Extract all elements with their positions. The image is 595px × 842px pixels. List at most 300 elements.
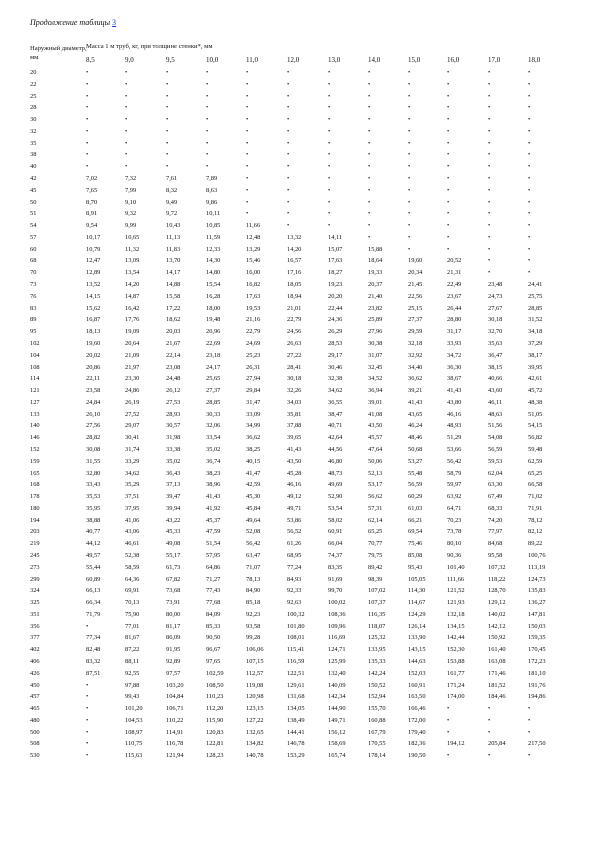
mass-cell: 49,12: [287, 493, 302, 501]
mass-cell: 34,40: [408, 363, 423, 371]
diameter-cell: 45: [30, 186, 37, 194]
mass-cell: 101,20: [125, 705, 143, 713]
mass-cell: 8,32: [166, 186, 178, 194]
table-row: [0, 621, 595, 633]
mass-cell: 69,91: [125, 587, 140, 595]
mass-cell: •: [488, 752, 491, 760]
mass-cell: 13,29: [246, 245, 261, 253]
mass-cell: 53,27: [408, 457, 423, 465]
mass-cell: •: [368, 151, 371, 159]
mass-cell: 51,54: [206, 540, 221, 548]
mass-cell: •: [86, 69, 89, 76]
mass-cell: 17,16: [287, 269, 302, 277]
mass-cell: 18,27: [328, 269, 343, 277]
mass-cell: 129,61: [287, 681, 305, 689]
mass-cell: 28,41: [287, 363, 302, 371]
mass-cell: •: [86, 681, 89, 689]
mass-cell: 77,34: [86, 634, 101, 642]
mass-cell: 87,51: [86, 669, 101, 677]
table-row: [0, 432, 595, 444]
mass-cell: 9,99: [125, 222, 137, 230]
mass-cell: 191,76: [528, 681, 546, 689]
mass-cell: 36,94: [368, 387, 383, 395]
mass-cell: •: [447, 705, 450, 713]
table-row: [0, 303, 595, 315]
mass-cell: 38,47: [328, 410, 343, 418]
mass-cell: •: [528, 198, 531, 206]
mass-cell: 153,29: [287, 752, 305, 760]
mass-cell: 67,49: [488, 493, 503, 501]
mass-cell: 14,88: [166, 281, 181, 289]
mass-cell: 31,17: [447, 328, 462, 336]
mass-cell: 56,42: [246, 540, 261, 548]
mass-cell: 133,95: [368, 646, 386, 654]
mass-cell: 100,32: [287, 610, 305, 618]
mass-cell: •: [488, 716, 491, 724]
mass-cell: 32,18: [408, 339, 423, 347]
mass-cell: •: [287, 92, 290, 100]
mass-cell: 52,08: [246, 528, 261, 536]
mass-cell: 56,59: [488, 445, 503, 453]
mass-cell: 47,64: [368, 445, 383, 453]
mass-cell: 66,58: [528, 481, 543, 489]
table-row: [0, 597, 595, 609]
mass-cell: 103,20: [166, 681, 184, 689]
mass-cell: 13,54: [125, 269, 140, 277]
mass-cell: 161,40: [488, 646, 506, 654]
mass-cell: •: [166, 104, 169, 112]
mass-cell: •: [447, 245, 450, 253]
mass-cell: 131,68: [287, 693, 305, 701]
mass-cell: 55,48: [408, 469, 423, 477]
mass-cell: 65,25: [528, 469, 543, 477]
mass-cell: •: [246, 151, 249, 159]
mass-cell: 20,34: [408, 269, 423, 277]
mass-cell: •: [447, 233, 450, 241]
diameter-cell: 70: [30, 269, 37, 277]
mass-cell: 7,99: [125, 186, 137, 194]
mass-cell: 49,71: [287, 504, 302, 512]
mass-cell: 28,82: [86, 434, 101, 442]
mass-cell: 22,79: [287, 316, 302, 324]
table-row: [0, 562, 595, 574]
diameter-cell: 73: [30, 281, 37, 289]
mass-cell: 19,60: [86, 339, 101, 347]
mass-cell: 48,46: [408, 434, 423, 442]
mass-cell: •: [125, 116, 128, 124]
mass-cell: 25,65: [206, 375, 221, 383]
mass-cell: 64,71: [447, 504, 462, 512]
mass-cell: •: [328, 186, 331, 194]
mass-cell: 160,91: [408, 681, 426, 689]
mass-cell: •: [328, 92, 331, 100]
mass-cell: •: [86, 139, 89, 147]
mass-cell: 24,41: [528, 281, 543, 289]
mass-cell: 32,70: [488, 328, 503, 336]
mass-cell: 109,96: [328, 622, 346, 630]
mass-cell: 25,23: [246, 351, 261, 359]
mass-cell: 31,55: [86, 457, 101, 465]
mass-cell: 16,00: [246, 269, 261, 277]
mass-cell: 150,52: [368, 681, 386, 689]
table-row: [0, 456, 595, 468]
diameter-cell: 50: [30, 198, 37, 206]
diameter-cell: 28: [30, 104, 37, 112]
mass-cell: 86,09: [166, 634, 181, 642]
mass-cell: 30,41: [125, 434, 140, 442]
mass-cell: 124,71: [328, 646, 346, 654]
mass-cell: 56,59: [408, 481, 423, 489]
mass-cell: •: [86, 622, 89, 630]
mass-cell: 152,30: [447, 646, 465, 654]
mass-cell: 27,37: [206, 387, 221, 395]
mass-cell: 26,63: [287, 339, 302, 347]
table-row: [0, 703, 595, 715]
table-row: [0, 197, 595, 209]
mass-cell: 24,84: [86, 398, 101, 406]
mass-cell: 8,70: [86, 198, 98, 206]
mass-cell: 111,66: [447, 575, 465, 583]
mass-cell: 38,23: [206, 469, 221, 477]
mass-cell: •: [447, 92, 450, 100]
mass-cell: 107,37: [368, 599, 386, 607]
mass-cell: •: [447, 716, 450, 724]
mass-cell: 100,76: [528, 551, 546, 559]
table-row: [0, 632, 595, 644]
mass-cell: •: [328, 139, 331, 147]
mass-cell: 67,82: [166, 575, 181, 583]
mass-cell: 69,54: [408, 528, 423, 536]
mass-cell: 108,01: [287, 634, 305, 642]
table-row: [0, 314, 595, 326]
mass-cell: •: [166, 151, 169, 159]
mass-cell: 112,57: [246, 669, 264, 677]
mass-cell: 21,09: [125, 351, 140, 359]
mass-cell: 80,00: [166, 610, 181, 618]
mass-cell: 133,90: [408, 634, 426, 642]
mass-cell: 59,48: [528, 445, 543, 453]
mass-cell: 122,81: [206, 740, 224, 748]
mass-cell: 140,78: [246, 752, 264, 760]
mass-cell: 19,48: [206, 316, 221, 324]
mass-cell: 66,04: [328, 540, 343, 548]
mass-cell: 172,00: [408, 716, 426, 724]
mass-cell: •: [528, 116, 531, 124]
diameter-cell: 51: [30, 210, 37, 218]
mass-cell: 51,05: [528, 410, 543, 418]
mass-cell: •: [528, 92, 531, 100]
mass-cell: 45,84: [246, 504, 261, 512]
mass-cell: 149,71: [328, 716, 346, 724]
mass-cell: •: [368, 222, 371, 230]
mass-cell: 41,06: [125, 516, 140, 524]
diameter-cell: 194: [30, 516, 40, 524]
diameter-cell: 108: [30, 363, 40, 371]
mass-cell: 31,47: [246, 398, 261, 406]
diameter-cell: 402: [30, 646, 40, 654]
mass-cell: 23,58: [86, 387, 101, 395]
mass-cell: 53,17: [368, 481, 383, 489]
table-row: [0, 255, 595, 267]
mass-cell: 21,97: [125, 363, 140, 371]
mass-cell: •: [408, 163, 411, 171]
diameter-cell: 377: [30, 634, 40, 642]
mass-cell: 29,17: [328, 351, 343, 359]
mass-cell: 39,47: [166, 493, 181, 501]
mass-cell: 30,33: [206, 410, 221, 418]
mass-cell: •: [488, 198, 491, 206]
mass-cell: 11,66: [246, 222, 261, 230]
mass-cell: 22,79: [246, 328, 261, 336]
mass-cell: 18,00: [206, 304, 221, 312]
mass-cell: 17,63: [328, 257, 343, 265]
mass-cell: 156,12: [328, 728, 346, 736]
diameter-cell: 165: [30, 469, 40, 477]
mass-cell: 71,07: [246, 563, 261, 571]
mass-cell: 50,06: [368, 457, 383, 465]
mass-cell: 106,06: [246, 646, 264, 654]
mass-cell: 65,25: [368, 528, 383, 536]
mass-cell: •: [206, 163, 209, 171]
mass-cell: •: [166, 127, 169, 135]
mass-cell: 53,54: [328, 504, 343, 512]
mass-cell: 20,37: [368, 281, 383, 289]
mass-cell: 33,93: [447, 339, 462, 347]
mass-cell: •: [287, 186, 290, 194]
mass-cell: 12,89: [86, 269, 101, 277]
mass-cell: 7,65: [86, 186, 98, 194]
mass-cell: 40,15: [246, 457, 261, 465]
mass-cell: •: [86, 163, 89, 171]
mass-cell: •: [528, 151, 531, 159]
mass-cell: 81,67: [125, 634, 140, 642]
mass-cell: 11,13: [166, 233, 181, 241]
mass-cell: 16,82: [246, 281, 261, 289]
mass-cell: •: [246, 104, 249, 112]
mass-cell: 105,05: [408, 575, 426, 583]
mass-cell: •: [86, 716, 89, 724]
mass-cell: 160,88: [368, 716, 386, 724]
mass-cell: •: [287, 80, 290, 88]
mass-cell: •: [447, 198, 450, 206]
mass-cell: 23,67: [447, 292, 462, 300]
mass-cell: 85,18: [246, 599, 261, 607]
mass-cell: 53,66: [447, 445, 462, 453]
mass-cell: 104,53: [125, 716, 143, 724]
mass-cell: 95,58: [488, 551, 503, 559]
mass-cell: •: [488, 233, 491, 241]
mass-cell: 62,14: [368, 516, 383, 524]
mass-cell: 34,52: [368, 375, 383, 383]
mass-cell: 22,69: [206, 339, 221, 347]
mass-cell: 73,91: [166, 599, 181, 607]
mass-cell: •: [125, 92, 128, 100]
mass-cell: •: [86, 104, 89, 112]
mass-cell: 54,15: [528, 422, 543, 430]
mass-cell: 49,08: [166, 540, 181, 548]
mass-cell: 108,50: [206, 681, 224, 689]
mass-cell: •: [287, 151, 290, 159]
table-caption: [30, 18, 116, 27]
diameter-cell: 57: [30, 233, 37, 241]
mass-cell: •: [246, 69, 249, 76]
mass-cell: 14,30: [206, 257, 221, 265]
mass-cell: 89,42: [368, 563, 383, 571]
mass-cell: 41,43: [447, 387, 462, 395]
mass-cell: 124,29: [408, 610, 426, 618]
mass-cell: 129,12: [488, 599, 506, 607]
mass-cell: 96,67: [206, 646, 221, 654]
thickness-col-header: 18,0: [528, 56, 541, 64]
mass-cell: 16,57: [287, 257, 302, 265]
mass-cell: 50,68: [408, 445, 423, 453]
diameter-cell: 450: [30, 681, 40, 689]
mass-cell: 8,91: [86, 210, 98, 218]
diameter-cell: 146: [30, 434, 40, 442]
mass-cell: 9,54: [86, 222, 98, 230]
diameter-cell: 324: [30, 587, 40, 595]
mass-cell: •: [488, 69, 491, 76]
table-row: [0, 644, 595, 656]
table-row: [0, 362, 595, 374]
diameter-cell: 406: [30, 658, 40, 665]
mass-cell: 12,47: [86, 257, 101, 265]
mass-cell: 158,69: [328, 740, 346, 748]
diameter-cell: 457: [30, 693, 40, 701]
mass-cell: 9,10: [125, 198, 137, 206]
mass-cell: •: [408, 210, 411, 218]
mass-cell: 20,64: [125, 339, 140, 347]
mass-cell: 24,48: [166, 375, 181, 383]
mass-cell: •: [447, 116, 450, 124]
mass-cell: •: [408, 151, 411, 159]
mass-cell: 68,33: [488, 504, 503, 512]
mass-cell: •: [488, 104, 491, 112]
table-row: [0, 138, 595, 150]
mass-cell: 51,56: [488, 422, 503, 430]
table-row: [0, 491, 595, 503]
mass-cell: •: [408, 245, 411, 253]
mass-cell: 134,82: [246, 740, 264, 748]
diameter-cell: 38: [30, 151, 37, 159]
mass-cell: 82,12: [528, 528, 543, 536]
mass-cell: 28,80: [447, 316, 462, 324]
mass-cell: 77,24: [287, 563, 302, 571]
table-row: [0, 691, 595, 703]
mass-cell: 110,22: [166, 716, 184, 724]
diameter-cell: 40: [30, 163, 37, 171]
mass-cell: 36,30: [447, 363, 462, 371]
mass-cell: •: [488, 80, 491, 88]
mass-cell: 31,52: [528, 316, 543, 324]
mass-cell: 56,62: [368, 493, 383, 501]
mass-cell: 150,92: [488, 634, 506, 642]
mass-cell: 10,85: [206, 222, 221, 230]
table-row: [0, 738, 595, 750]
mass-cell: •: [488, 245, 491, 253]
mass-cell: 90,36: [447, 551, 462, 559]
table-link[interactable]: 3: [112, 18, 117, 27]
mass-cell: 39,95: [528, 363, 543, 371]
mass-cell: •: [206, 151, 209, 159]
mass-cell: 48,73: [328, 469, 343, 477]
mass-cell: 122,51: [287, 669, 305, 677]
mass-cell: 20,03: [166, 328, 181, 336]
mass-cell: •: [408, 222, 411, 230]
thickness-col-header: 14,0: [368, 56, 381, 64]
mass-cell: •: [408, 233, 411, 241]
table-row: [0, 149, 595, 161]
mass-cell: 14,20: [125, 281, 140, 289]
mass-cell: 14,11: [328, 233, 343, 241]
table-row: [0, 350, 595, 362]
mass-cell: 121,93: [447, 599, 465, 607]
mass-cell: 166,46: [408, 705, 426, 713]
mass-cell: •: [408, 198, 411, 206]
mass-cell: 18,62: [166, 316, 181, 324]
table-row: [0, 208, 595, 220]
mass-cell: 38,17: [528, 351, 543, 359]
mass-cell: 62,59: [528, 457, 543, 465]
thickness-col-header: 10,0: [206, 56, 219, 64]
mass-cell: 36,74: [206, 457, 221, 465]
mass-cell: •: [447, 210, 450, 218]
mass-cell: •: [246, 186, 249, 194]
mass-cell: 11,83: [166, 245, 181, 253]
mass-cell: 135,83: [528, 587, 546, 595]
mass-cell: 78,12: [528, 516, 543, 524]
mass-cell: 58,59: [125, 563, 140, 571]
mass-cell: •: [166, 92, 169, 100]
thickness-col-header: 9,0: [125, 56, 134, 64]
mass-cell: •: [328, 222, 331, 230]
mass-cell: 27,37: [408, 316, 423, 324]
mass-cell: •: [287, 69, 290, 76]
mass-cell: 19,23: [328, 281, 343, 289]
mass-cell: •: [447, 127, 450, 135]
mass-cell: 27,96: [368, 328, 383, 336]
mass-cell: •: [86, 752, 89, 760]
mass-cell: 27,56: [86, 422, 101, 430]
table-row: [0, 279, 595, 291]
table-row: [0, 397, 595, 409]
mass-cell: 74,37: [328, 551, 343, 559]
mass-cell: 9,72: [166, 210, 178, 218]
mass-cell: •: [125, 139, 128, 147]
mass-cell: 10,65: [125, 233, 140, 241]
mass-cell: •: [528, 245, 531, 253]
mass-cell: 9,49: [166, 198, 178, 206]
mass-cell: •: [328, 116, 331, 124]
table-row: [0, 91, 595, 103]
mass-cell: 28,93: [166, 410, 181, 418]
mass-cell: 13,32: [287, 233, 302, 241]
mass-cell: 121,52: [447, 587, 465, 595]
mass-cell: 13,70: [166, 257, 181, 265]
mass-cell: 18,94: [287, 292, 302, 300]
mass-cell: 30,18: [287, 375, 302, 383]
mass-cell: 110,23: [206, 693, 224, 701]
thickness-col-header: 17,0: [488, 56, 501, 64]
mass-cell: 45,37: [206, 516, 221, 524]
diameter-cell: 426: [30, 669, 40, 677]
mass-cell: •: [166, 80, 169, 88]
mass-cell: 45,57: [368, 434, 383, 442]
mass-cell: •: [447, 80, 450, 88]
mass-cell: •: [86, 127, 89, 135]
mass-cell: •: [368, 198, 371, 206]
mass-cell: 33,09: [246, 410, 261, 418]
